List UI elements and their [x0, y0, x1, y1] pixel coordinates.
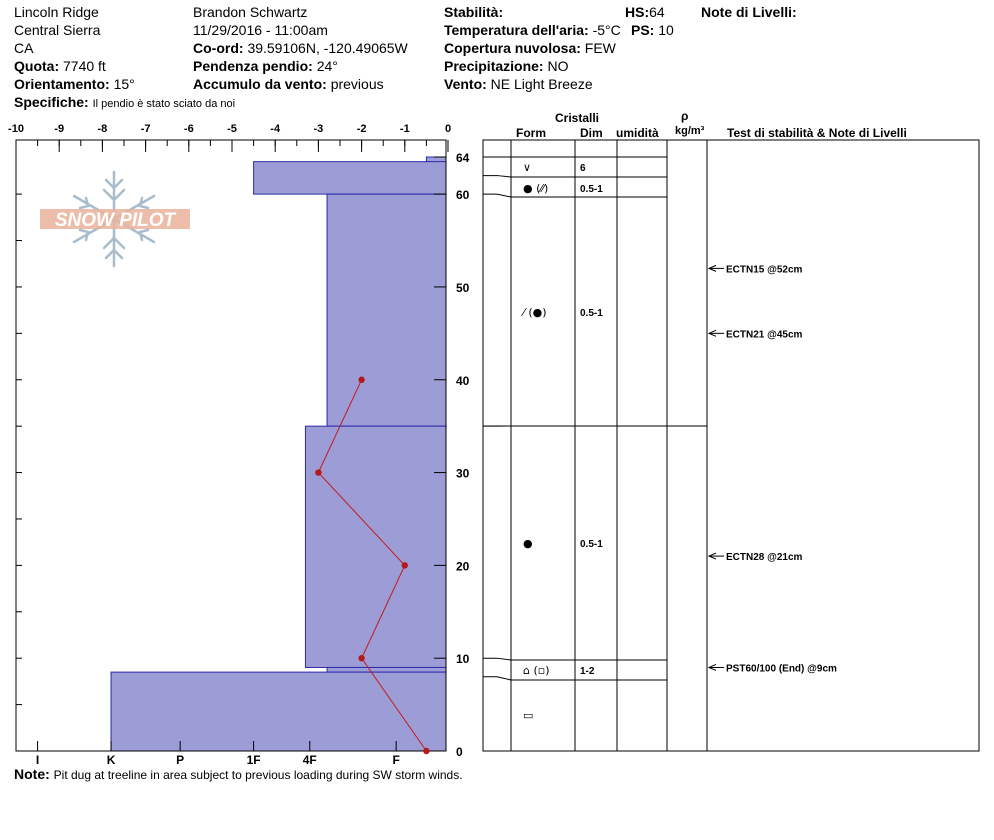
- crystal-size: 0.5-1: [580, 184, 603, 195]
- note-label: Note:: [14, 766, 50, 782]
- aspect-value: 15°: [113, 76, 135, 92]
- bottom-axis-label: 1F: [246, 753, 261, 767]
- precip-label: Precipitazione:: [444, 58, 544, 74]
- top-axis-label: -9: [54, 123, 65, 135]
- density-header: kg/m³: [675, 125, 705, 137]
- aspect-label: Orientamento:: [14, 76, 110, 92]
- bottom-axis-label: 4F: [302, 753, 317, 767]
- crystal-form-symbol: ∨: [523, 161, 532, 174]
- wind-loading-label: Accumulo da vento:: [193, 76, 327, 92]
- crystal-size: 1-2: [580, 666, 595, 677]
- temperature-point: [402, 562, 408, 568]
- crystals-header: Cristalli: [555, 111, 600, 125]
- temperature-point: [315, 469, 321, 475]
- location: Lincoln Ridge: [14, 4, 99, 20]
- layer-leader-line: [483, 194, 511, 197]
- top-axis-label: 0: [444, 123, 452, 135]
- crystal-table: [483, 140, 979, 751]
- top-axis-label: -3: [313, 123, 324, 135]
- stability-test-label: PST60/100 (End) @9cm: [726, 663, 837, 675]
- table-frame: [483, 140, 979, 751]
- crystal-size: 0.5-1: [580, 539, 603, 550]
- hardness-layer-bar: [254, 162, 446, 194]
- temperature-point: [358, 655, 364, 661]
- tests-header: Test di stabilità & Note di Livelli: [727, 126, 907, 140]
- depth-axis-label: 0: [456, 745, 463, 759]
- crystal-form-symbol: ●: [523, 537, 533, 550]
- hardness-layer-bar: [327, 667, 446, 672]
- precip-value: NO: [547, 58, 569, 74]
- top-axis-label: -7: [140, 123, 151, 135]
- air-temp-label: Temperatura dell'aria:: [444, 22, 589, 38]
- layer-leader-line: [483, 677, 511, 680]
- crystal-form-symbol: ⁄ (●): [523, 306, 547, 319]
- specifics-value: Il pendio è stato sciato da noi: [92, 98, 236, 110]
- stability-label: Stabilità:: [444, 4, 504, 20]
- depth-axis-label: 50: [456, 280, 470, 295]
- top-axis-label: -10: [8, 123, 24, 135]
- hardness-layer-bar: [327, 194, 446, 426]
- layer-leader-line: [483, 176, 511, 177]
- layer-leader-line: [483, 658, 511, 660]
- stability-test-label: ECTN21 @45cm: [726, 329, 803, 341]
- elevation-label: Quota:: [14, 58, 60, 74]
- ps-label: PS:: [631, 22, 655, 38]
- slope-label: Pendenza pendio:: [193, 58, 313, 74]
- crystal-size: 6: [580, 163, 586, 174]
- temperature-point: [358, 377, 364, 383]
- depth-axis-label: 64: [456, 151, 470, 165]
- slope-value: 24°: [316, 58, 338, 74]
- top-axis-label: -5: [227, 123, 237, 135]
- stability-test-label: ECTN15 @52cm: [726, 264, 803, 276]
- snowpilot-logo: [40, 172, 190, 266]
- bottom-axis-label: P: [176, 753, 185, 767]
- bottom-axis-label: K: [106, 753, 116, 767]
- top-axis-label: -4: [270, 123, 281, 135]
- wind-label: Vento:: [444, 76, 487, 92]
- hs-value: 64: [649, 4, 665, 20]
- datetime: 11/29/2016 - 11:00am: [193, 22, 328, 38]
- bottom-axis-label: F: [392, 753, 400, 767]
- top-axis-label: -1: [399, 123, 410, 135]
- form-header: Form: [516, 126, 546, 140]
- moisture-header: umidità: [616, 126, 659, 140]
- ps-value: 10: [658, 22, 674, 38]
- note-text: Pit dug at treeline in area subject to previous loading during SW storm winds.: [53, 768, 463, 782]
- mountain-range: Central Sierra: [14, 22, 101, 38]
- sky-value: FEW: [584, 40, 616, 56]
- wind-loading-value: previous: [330, 76, 384, 92]
- coords-label: Co-ord:: [193, 40, 244, 56]
- state: CA: [14, 40, 34, 56]
- logo-text: SNOW PILOT: [54, 210, 176, 231]
- layer-notes-label: Note di Livelli:: [701, 4, 797, 20]
- hardness-layer-bar: [305, 426, 446, 667]
- depth-axis-label: 10: [456, 652, 470, 667]
- temperature-point: [423, 748, 429, 754]
- top-axis-label: -8: [97, 123, 108, 135]
- depth-axis-label: 30: [456, 466, 470, 481]
- top-axis-label: -6: [183, 123, 194, 135]
- rho-header: ρ: [681, 109, 689, 123]
- specifics-label: Specifiche:: [14, 94, 89, 110]
- depth-axis-label: 20: [456, 559, 470, 574]
- size-header: Dim: [580, 126, 603, 140]
- hardness-layer-bar: [111, 672, 446, 751]
- observer: Brandon Schwartz: [193, 4, 308, 20]
- bottom-axis-label: I: [35, 753, 40, 767]
- top-axis-label: -2: [356, 123, 367, 135]
- wind-value: NE Light Breeze: [490, 76, 593, 92]
- crystal-size: 0.5-1: [580, 308, 603, 319]
- crystal-form-symbol: ● (⁄⁄): [523, 182, 549, 195]
- coords-value: 39.59106N, -120.49065W: [247, 40, 408, 56]
- crystal-form-symbol: ▭: [523, 709, 534, 722]
- hs-label: HS:: [625, 4, 650, 20]
- depth-axis-label: 40: [456, 373, 470, 388]
- elevation-value: 7740 ft: [63, 58, 106, 74]
- hardness-layers: [111, 157, 446, 751]
- depth-axis-label: 60: [456, 188, 470, 203]
- stability-test-label: ECTN28 @21cm: [726, 552, 803, 564]
- sky-label: Copertura nuvolosa:: [444, 40, 581, 56]
- air-temp-value: -5°C: [592, 22, 621, 38]
- crystal-form-symbol: ⌂ (▫): [523, 664, 550, 677]
